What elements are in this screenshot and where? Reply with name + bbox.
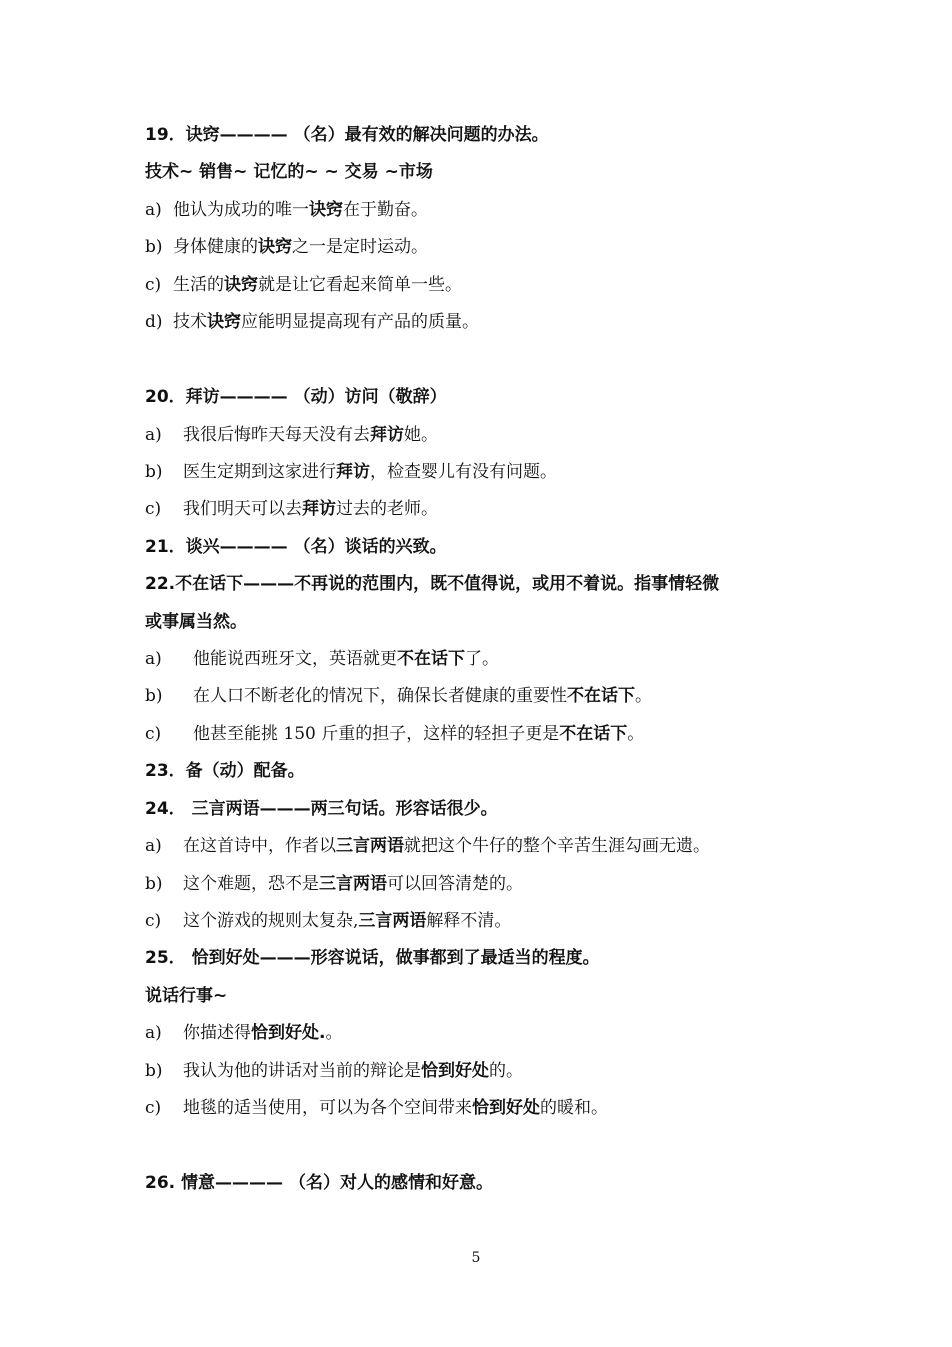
example-line — [145, 648, 499, 670]
example-text: 可以回答清楚的。 — [387, 874, 523, 894]
entry-25-heading: 25． 恰到好处———形容说话，做事都到了最适当的程度。 — [145, 948, 600, 968]
example-line — [145, 1060, 523, 1082]
example-text: 他认为成功的唯一 — [173, 200, 309, 220]
example-keyword: 诀窍 — [207, 312, 241, 332]
example-keyword: 不在话下 — [397, 649, 465, 669]
entry-23-heading: 23．备（动）配备。 — [145, 761, 305, 781]
example-keyword: 恰到好处 — [472, 1098, 540, 1118]
example-text: 这个难题，恐不是 — [183, 874, 319, 894]
example-label: b) — [145, 462, 163, 482]
example-label: a) — [145, 836, 162, 856]
example-text: 。 — [635, 686, 652, 706]
example-label: c) — [145, 275, 162, 295]
example-keyword: 拜访 — [370, 425, 404, 445]
entry-26-heading: 26. 情意———— （名）对人的感情和好意。 — [145, 1173, 493, 1193]
example-keyword: 拜访 — [336, 462, 370, 482]
example-text: 在于勤奋。 — [343, 200, 428, 220]
example-line — [145, 311, 479, 333]
example-line — [145, 498, 438, 520]
example-line — [145, 1097, 608, 1119]
example-line — [145, 835, 710, 857]
example-label: c) — [145, 499, 162, 519]
example-label: c) — [145, 724, 162, 744]
example-text: 她。 — [404, 425, 438, 445]
example-text: 应能明显提高现有产品的质量。 — [241, 312, 479, 332]
example-text: ，检查婴儿有没有问题。 — [370, 462, 557, 482]
example-text: 解释不清。 — [426, 911, 512, 931]
example-text: 就是让它看起来简单一些。 — [258, 275, 462, 295]
example-text: 你描述得 — [183, 1023, 251, 1043]
example-line — [145, 910, 511, 932]
example-keyword: 三言两语 — [319, 874, 387, 894]
example-text: 就把这个牛仔的整个辛苦生涯勾画无遗。 — [404, 836, 710, 856]
entry-19-collocations: 技术~ 销售~ 记忆的~ ~ 交易 ~市场 — [145, 162, 433, 182]
example-text: 之一是定时运动。 — [292, 237, 428, 257]
example-keyword: 不在话下 — [559, 724, 628, 744]
example-text: 。 — [325, 1023, 343, 1043]
entry-25-collocations: 说话行事~ — [145, 986, 228, 1006]
example-line — [145, 685, 652, 707]
example-keyword: 诀窍 — [309, 200, 343, 220]
example-keyword: 恰到好处. — [251, 1023, 326, 1043]
example-text: 身体健康的 — [173, 237, 258, 257]
example-label: c) — [145, 1098, 162, 1118]
example-text: 的暖和。 — [540, 1098, 608, 1118]
example-label: b) — [145, 237, 163, 257]
example-keyword: 拜访 — [302, 499, 336, 519]
example-text: 生活的 — [173, 275, 224, 295]
example-line — [145, 236, 428, 258]
example-text: 在这首诗中，作者以 — [183, 836, 336, 856]
example-label: a) — [145, 1023, 162, 1043]
example-text: 医生定期到这家进行 — [183, 462, 336, 482]
example-text: 的。 — [489, 1061, 523, 1081]
example-line — [145, 199, 428, 221]
example-keyword: 三言两语 — [336, 836, 404, 856]
example-text: 这个游戏的规则太复杂, — [183, 911, 359, 931]
example-line — [145, 723, 644, 745]
example-keyword: 不在话下 — [567, 686, 635, 706]
example-text: 。 — [627, 724, 645, 744]
example-keyword: 诀窍 — [258, 237, 292, 257]
entry-22-heading-cont: 或事属当然。 — [145, 612, 247, 632]
example-line — [145, 461, 557, 483]
example-line — [145, 1022, 342, 1044]
example-line — [145, 873, 523, 895]
example-keyword: 诀窍 — [224, 275, 258, 295]
example-line — [145, 274, 462, 296]
example-keyword: 恰到好处 — [421, 1061, 489, 1081]
example-keyword: 三言两语 — [358, 911, 427, 931]
example-label: b) — [145, 686, 163, 706]
example-label: b) — [145, 874, 163, 894]
entry-19-heading: 19．诀窍———— （名）最有效的解决问题的办法。 — [145, 125, 549, 145]
example-label: d) — [145, 312, 163, 332]
example-text: 我们明天可以去 — [183, 499, 302, 519]
entry-24-heading: 24． 三言两语———两三句话。形容话很少。 — [145, 799, 498, 819]
page-number: 5 — [471, 1250, 481, 1266]
example-text: 我很后悔昨天每天没有去 — [183, 425, 370, 445]
example-text: 了。 — [465, 649, 499, 669]
example-text: 他甚至能挑 150 斤重的担子，这样的轻担子更是 — [193, 724, 560, 744]
entry-22-heading: 22.不在话下———不再说的范围内，既不值得说，或用不着说。指事情轻微 — [145, 574, 720, 594]
example-text: 他能说西班牙文，英语就更 — [193, 649, 397, 669]
example-text: 技术 — [173, 312, 207, 332]
entry-21-heading: 21．谈兴———— （名）谈话的兴致。 — [145, 537, 447, 557]
example-label: a) — [145, 649, 162, 669]
example-text: 地毯的适当使用，可以为各个空间带来 — [183, 1098, 472, 1118]
example-line — [145, 424, 438, 446]
example-text: 我认为他的讲话对当前的辩论是 — [183, 1061, 421, 1081]
entry-20-heading: 20．拜访———— （动）访问（敬辞） — [145, 387, 447, 407]
example-text: 过去的老师。 — [336, 499, 438, 519]
example-label: c) — [145, 911, 162, 931]
example-label: a) — [145, 200, 162, 220]
example-label: b) — [145, 1061, 163, 1081]
example-text: 在人口不断老化的情况下，确保长者健康的重要性 — [193, 686, 567, 706]
example-label: a) — [145, 425, 162, 445]
